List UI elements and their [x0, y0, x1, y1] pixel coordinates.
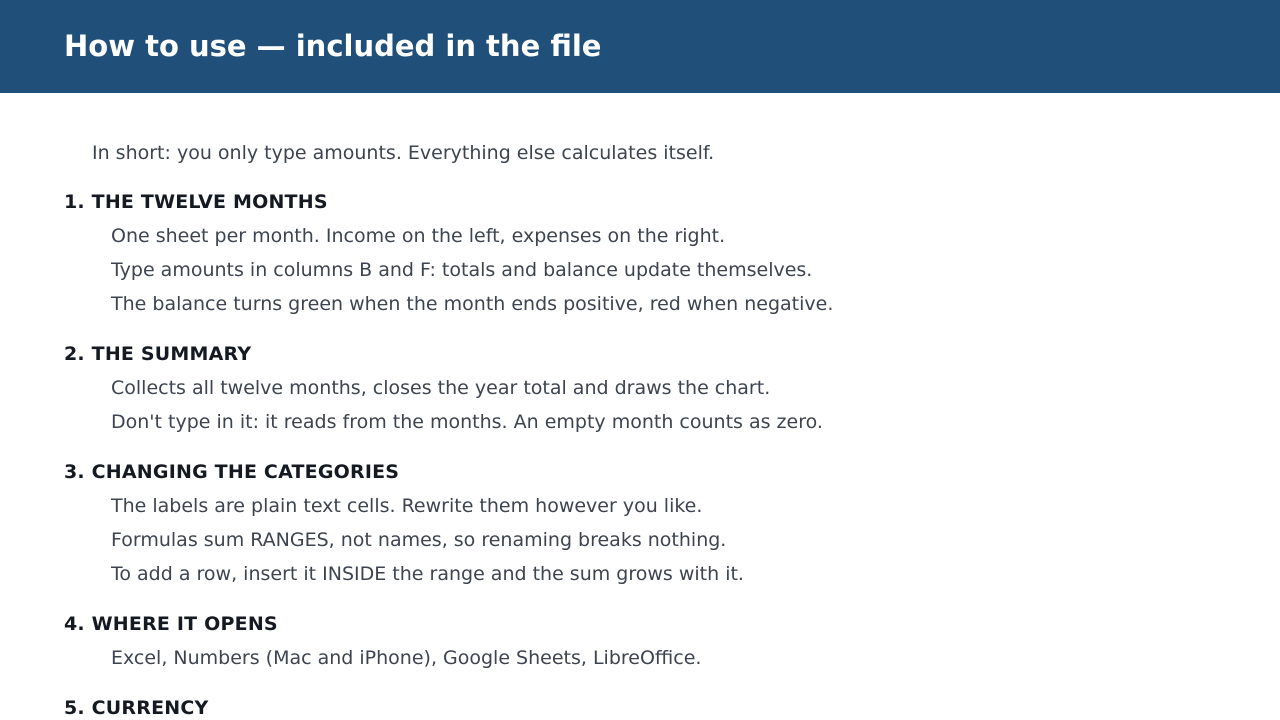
section-line: One sheet per month. Income on the left, expenses on the right.: [111, 225, 726, 247]
section-line: Don't type in it: it reads from the months. An empty month counts as zero.: [111, 411, 823, 433]
intro-text: In short: you only type amounts. Everything else calculates itself.: [92, 142, 715, 164]
section-where-it-opens: [64, 612, 701, 670]
section-currency: [64, 696, 208, 720]
section-title: 1. THE TWELVE MONTHS: [64, 191, 328, 213]
section-title: 2. THE SUMMARY: [64, 343, 252, 365]
section-changing-categories: [64, 460, 744, 586]
page-title: How to use — included in the file: [64, 29, 602, 63]
section-line: Excel, Numbers (Mac and iPhone), Google Sheets, LibreOffice.: [111, 647, 702, 669]
section-line: To add a row, insert it INSIDE the range and the sum grows with it.: [111, 563, 744, 585]
section-title: 4. WHERE IT OPENS: [64, 613, 278, 635]
section-title: 5. CURRENCY: [64, 697, 209, 719]
section-twelve-months: [64, 190, 833, 316]
header-bar: [0, 0, 1280, 93]
section-line: Collects all twelve months, closes the year total and draws the chart.: [111, 377, 771, 399]
section-line: Type amounts in columns B and F: totals and balance update themselves.: [111, 259, 813, 281]
section-line: The labels are plain text cells. Rewrite them however you like.: [111, 495, 703, 517]
section-summary: [64, 342, 823, 434]
section-line: The balance turns green when the month ends positive, red when negative.: [111, 293, 834, 315]
section-title: 3. CHANGING THE CATEGORIES: [64, 461, 400, 483]
section-line: Formulas sum RANGES, not names, so renaming breaks nothing.: [111, 529, 727, 551]
